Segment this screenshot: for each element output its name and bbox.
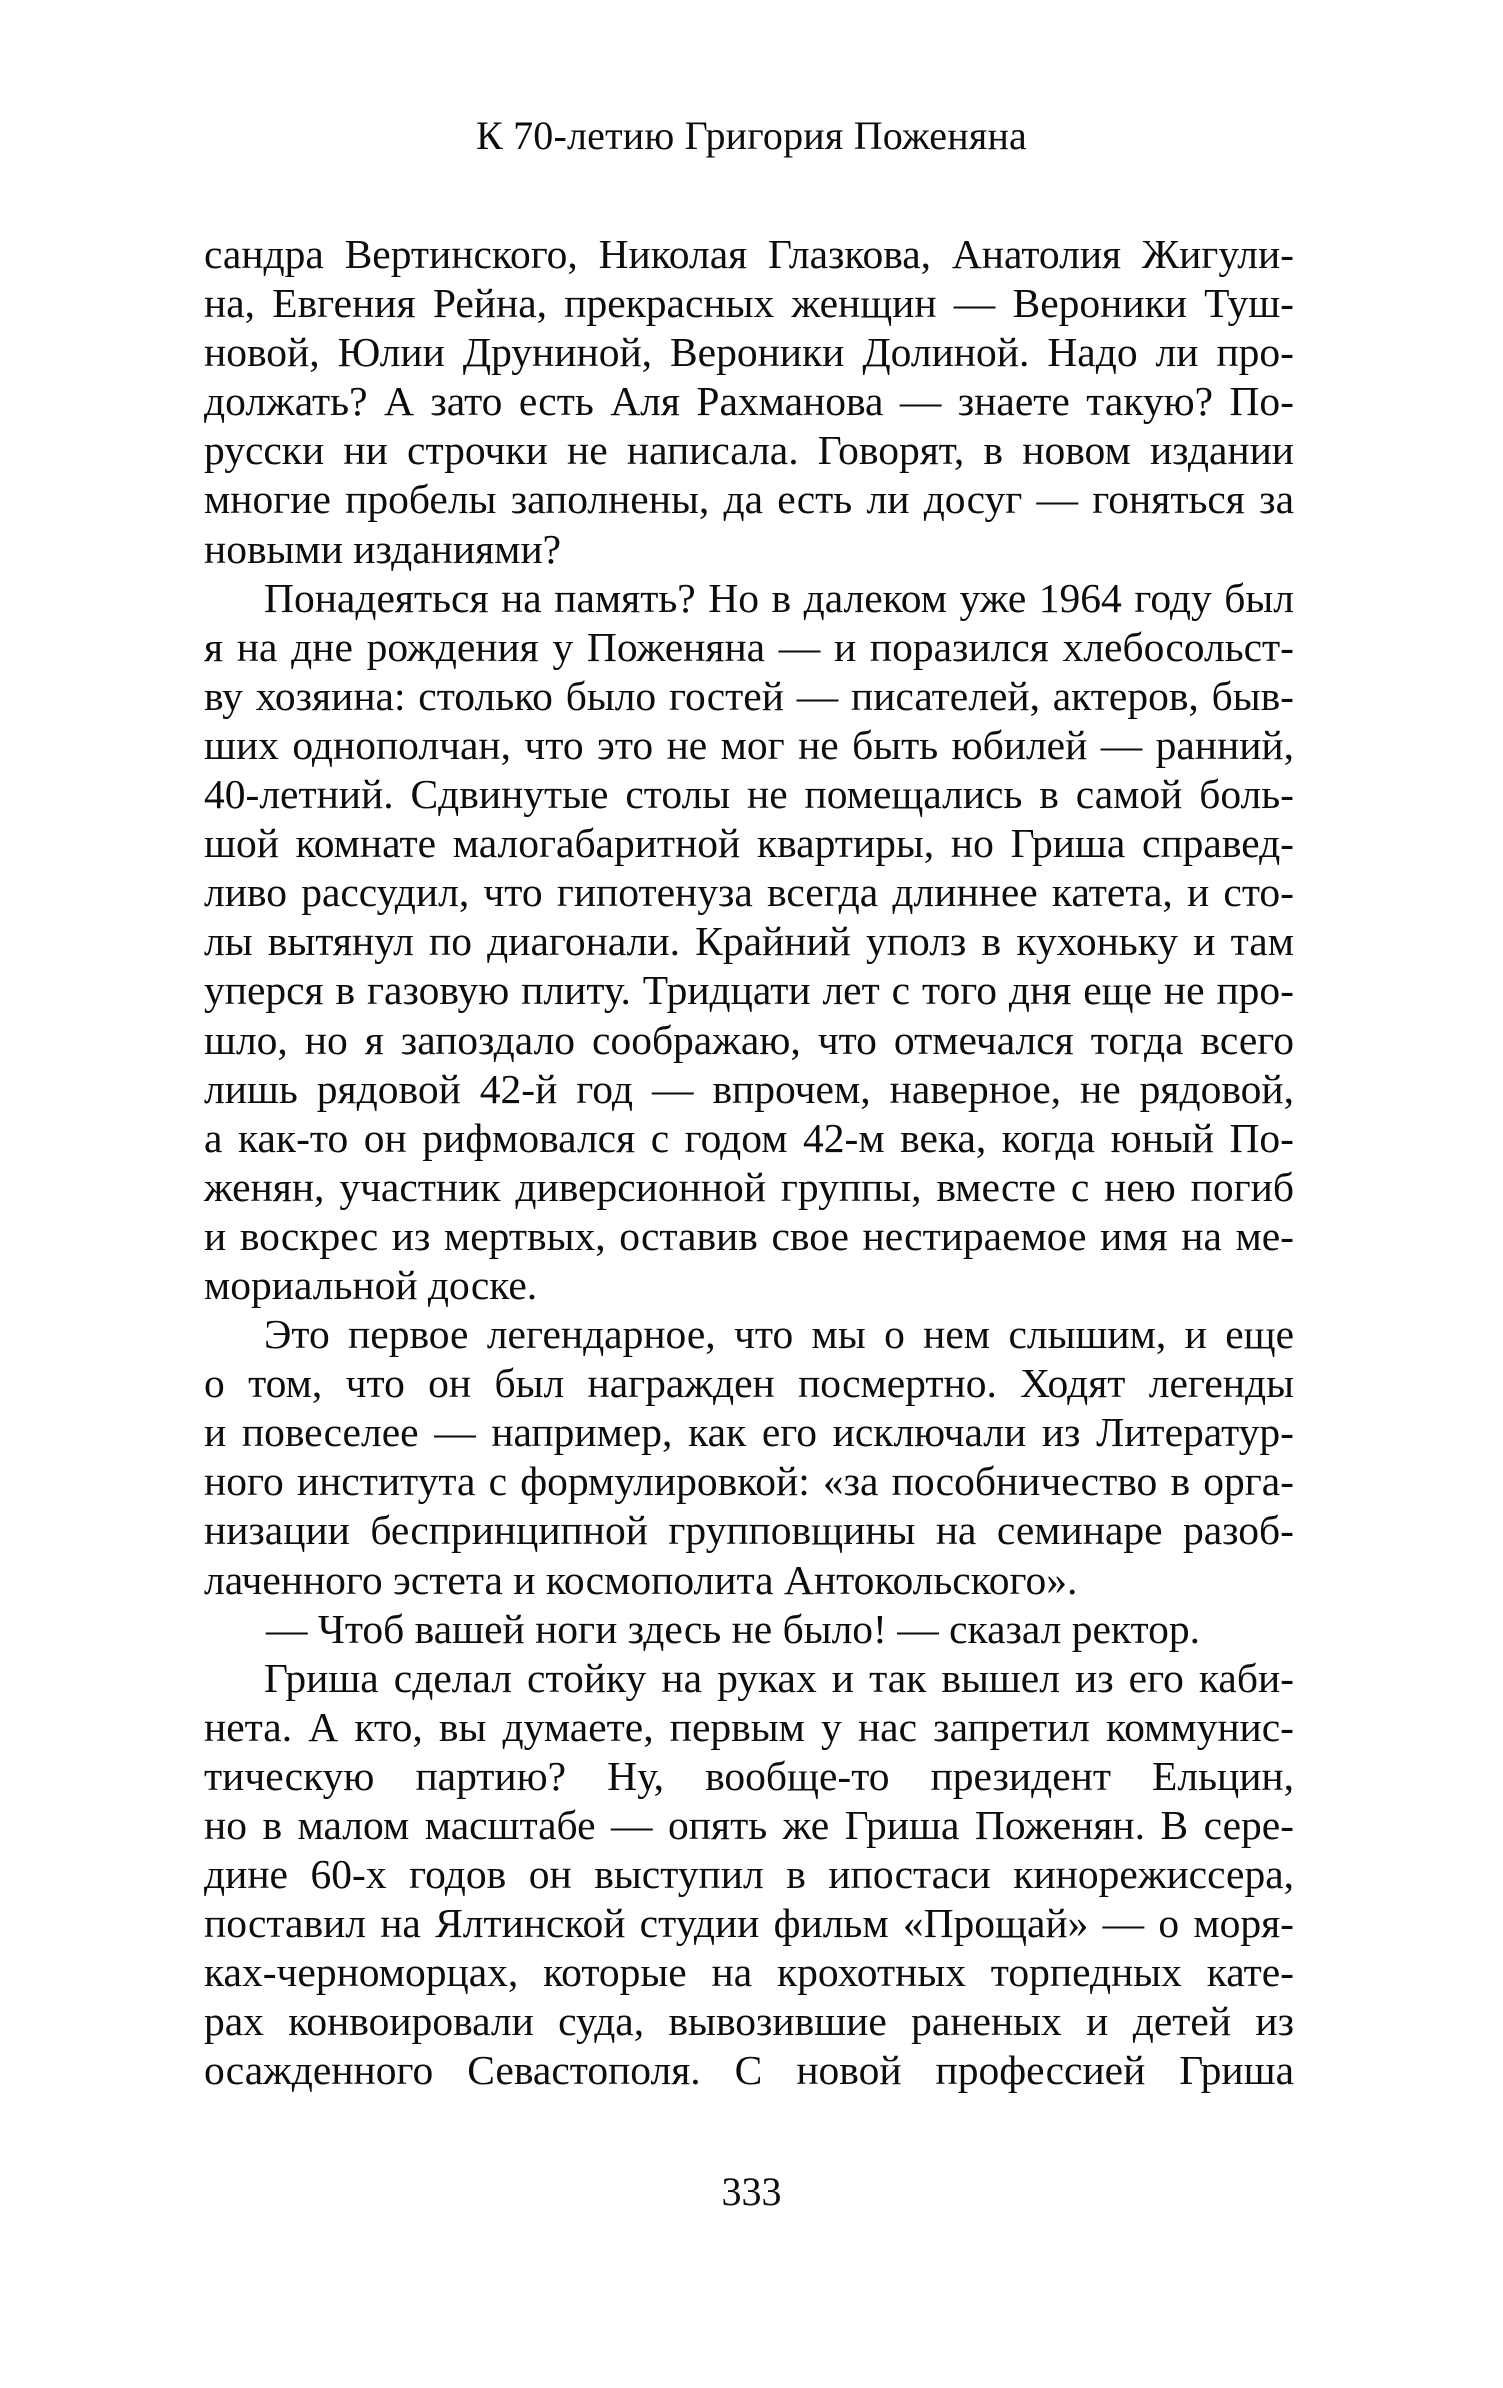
text-line: а как-то он рифмовался с годом 42-м века, когда юный По- xyxy=(204,1114,1294,1161)
text-line: Гриша сделал стойку на руках и так вышел из его каби- xyxy=(264,1654,1294,1701)
text-line: Понадеяться на память? Но в далеком уже 1964 году был xyxy=(264,574,1294,621)
body-text xyxy=(204,230,1294,2096)
text-line: новой, Юлии Друниной, Вероники Долиной. Надо ли про- xyxy=(204,329,1294,376)
text-line: низации беспринципной групповщины на семинаре разоб- xyxy=(204,1507,1294,1554)
text-line: на, Евгения Рейна, прекрасных женщин — Вероники Туш- xyxy=(204,280,1294,327)
text-line: но в малом масштабе — опять же Гриша Поженян. В сере- xyxy=(204,1802,1294,1848)
text-line: уперся в газовую плиту. Тридцати лет с того дня еще не про- xyxy=(204,967,1294,1014)
text-line: ках-черноморцах, которые на крохотных торпедных катe- xyxy=(204,1949,1294,1996)
text-line: русски ни строчки не написала. Говорят, в новом издании xyxy=(204,427,1294,474)
page-number: 333 xyxy=(721,2169,782,2214)
text-line: ших однополчан, что это не мог не быть юбилей — ранний, xyxy=(204,721,1294,768)
text-line: и воскрес из мертвых, оставив свое нестираемое имя на ме- xyxy=(204,1212,1294,1259)
text-line: поставил на Ялтинской студии фильм «Прощай» — о моря- xyxy=(204,1900,1294,1947)
text-line: ливо рассудил, что гипотенуза всегда длиннее катета, и сто- xyxy=(204,869,1294,916)
text-line: о том, что он был награжден посмертно. Ходят легенды xyxy=(204,1360,1294,1407)
text-line: и повеселее — например, как его исключали из Литератур- xyxy=(204,1409,1294,1456)
text-line: нета. А кто, вы думаете, первым у нас запретил коммунис- xyxy=(204,1703,1294,1750)
text-line: новыми изданиями? xyxy=(204,525,562,572)
text-line: осажденного Севастополя. С новой профессией Гриша xyxy=(204,2047,1294,2094)
text-line: лы вытянул по диагонали. Крайний уполз в кухоньку и там xyxy=(204,918,1294,965)
text-line: рах конвоировали суда, вывозившие раненых и детей из xyxy=(204,1998,1294,2045)
text-line: ного института с формулировкой: «за пособничество в орга- xyxy=(204,1458,1294,1505)
text-line: шло, но я запоздало соображаю, что отмечался тогда всего xyxy=(204,1016,1294,1063)
text-line: должать? А зато есть Аля Рахманова — знаете такую? По- xyxy=(204,378,1294,425)
running-head: К 70-летию Григория Поженяна xyxy=(475,113,1028,158)
text-line: женян, участник диверсионной группы, вместе с нею погиб xyxy=(204,1163,1294,1210)
text-line: Это первое легендарное, что мы о нем слышим, и еще xyxy=(264,1311,1294,1358)
text-line: шой комнате малогабаритной квартиры, но Гриша справед- xyxy=(204,820,1294,867)
text-line: лаченного эстета и космополита Антокольского». xyxy=(204,1556,1078,1603)
text-line: сандра Вертинского, Николая Глазкова, Анатолия Жигули- xyxy=(204,231,1294,277)
text-line: я на дне рождения у Поженяна — и поразился хлебосольст- xyxy=(204,623,1294,670)
text-line: ву хозяина: столько было гостей — писателей, актеров, быв- xyxy=(204,672,1294,719)
text-line: многие пробелы заполнены, да есть ли досуг — гоняться за xyxy=(204,476,1294,523)
text-line: — Чтоб вашей ноги здесь не было! — сказал ректор. xyxy=(266,1605,1201,1652)
text-line: дине 60-х годов он выступил в ипостаси кинорежиссера, xyxy=(204,1851,1294,1898)
text-line: мориальной доске. xyxy=(204,1261,538,1308)
text-line: 40-летний. Сдвинутые столы не помещались в самой боль- xyxy=(204,771,1294,818)
text-line: лишь рядовой 42-й год — впрочем, наверное, не рядовой, xyxy=(204,1065,1294,1112)
text-line: тическую партию? Ну, вообще-то президент Ельцин, xyxy=(204,1752,1294,1799)
